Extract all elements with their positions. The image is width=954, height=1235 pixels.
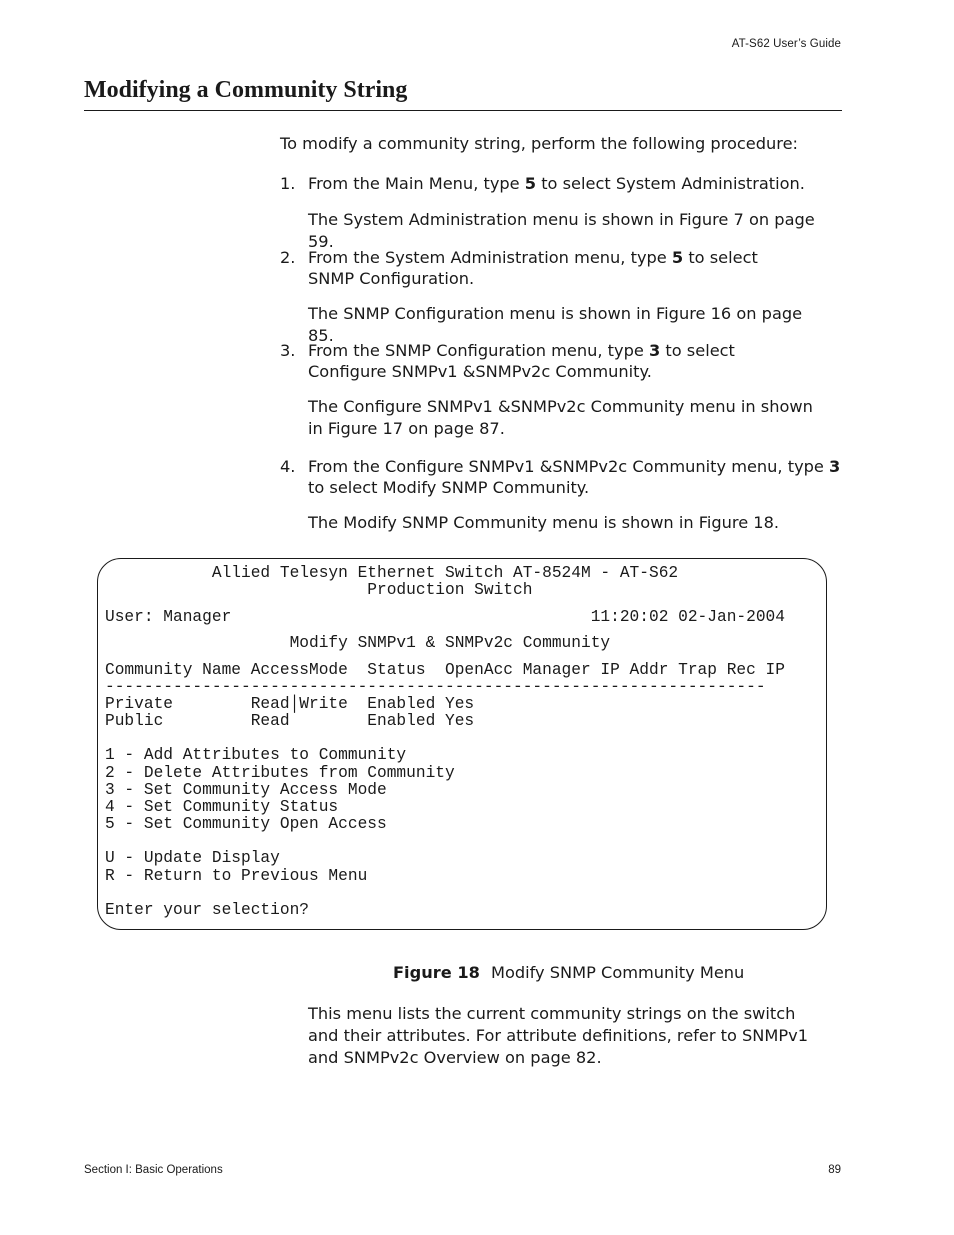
figure-label: Figure 18: [393, 963, 480, 982]
step-1-note: The System Administration menu is shown in Figure 7 on page 59.: [308, 210, 815, 251]
figure-caption: [393, 963, 744, 982]
terminal-banner-line-2: Production Switch: [105, 581, 533, 599]
step-1: [280, 173, 845, 194]
terminal-user-line: User: Manager 11:20:02 02-Jan-2004: [105, 608, 785, 626]
step-text: [308, 456, 850, 498]
section-title: Modifying a Community String: [84, 77, 408, 103]
terminal-column-headers: Community Name AccessMode Status OpenAcc Manager IP Addr Trap Rec IP: [105, 661, 785, 679]
menu-option-1: 1 - Add Attributes to Community: [105, 746, 407, 764]
step-number: 3.: [280, 341, 296, 360]
step-text-after: to select Configure SNMPv1 &SNMPv2c Community.: [308, 341, 735, 381]
step-key: 5: [671, 248, 684, 267]
step-text-after: to select System Administration.: [536, 174, 805, 193]
terminal-banner-line-1: Allied Telesyn Ethernet Switch AT-8524M - AT-S62: [105, 564, 679, 582]
terminal-separator: --------------------------------------------------------------------: [105, 678, 766, 696]
step-number: 1.: [280, 174, 296, 193]
menu-option-return: R - Return to Previous Menu: [105, 867, 368, 885]
step-text-before: From the Configure SNMPv1 &SNMPv2c Community menu, type: [308, 457, 830, 476]
step-text-before: From the Main Menu, type: [308, 174, 525, 193]
step-4-note: The Modify SNMP Community menu is shown in Figure 18.: [308, 513, 780, 532]
running-header: AT-S62 User’s Guide: [731, 38, 841, 50]
title-rule: [84, 110, 842, 111]
step-key: 3: [649, 341, 661, 360]
step-text: [308, 247, 800, 289]
step-text: [308, 173, 845, 194]
terminal-menu-title: Modify SNMPv1 & SNMPv2c Community: [105, 634, 611, 652]
step-number: 2.: [280, 248, 296, 267]
community-row-public: Public Read Enabled Yes: [105, 712, 475, 730]
step-4: [280, 456, 850, 498]
page-number: 89: [828, 1164, 841, 1176]
step-3: [280, 340, 810, 382]
menu-option-2: 2 - Delete Attributes from Community: [105, 764, 455, 782]
step-text-before: From the System Administration menu, type: [308, 248, 672, 267]
step-text-after: to select Modify SNMP Community.: [308, 478, 590, 497]
step-text-after: to select SNMP Configuration.: [308, 248, 758, 288]
step-text: [308, 340, 810, 382]
step-number: 4.: [280, 457, 296, 476]
menu-description: This menu lists the current community strings on the switch and their attributes. For attribute definitions, refer to SNMPv1 and SNMPv2c Overview on page 82.: [308, 1004, 809, 1067]
step-3-note: The Configure SNMPv1 &SNMPv2c Community menu in shown in Figure 17 on page 87.: [308, 397, 813, 438]
step-2-note: The SNMP Configuration menu is shown in Figure 16 on page 85.: [308, 304, 803, 345]
footer-section: Section I: Basic Operations: [84, 1164, 223, 1176]
community-row-private: Private Read│Write Enabled Yes: [105, 695, 475, 713]
menu-option-4: 4 - Set Community Status: [105, 798, 339, 816]
selection-prompt: Enter your selection?: [105, 901, 309, 919]
menu-option-5: 5 - Set Community Open Access: [105, 815, 387, 833]
step-text-before: From the SNMP Configuration menu, type: [308, 341, 649, 360]
step-2: [280, 247, 800, 289]
figure-caption-text: Modify SNMP Community Menu: [491, 963, 745, 982]
step-key: 5: [524, 174, 537, 193]
intro-text: To modify a community string, perform the following procedure:: [280, 134, 799, 153]
step-key: 3: [829, 457, 841, 476]
menu-option-update: U - Update Display: [105, 849, 280, 867]
menu-option-3: 3 - Set Community Access Mode: [105, 781, 387, 799]
